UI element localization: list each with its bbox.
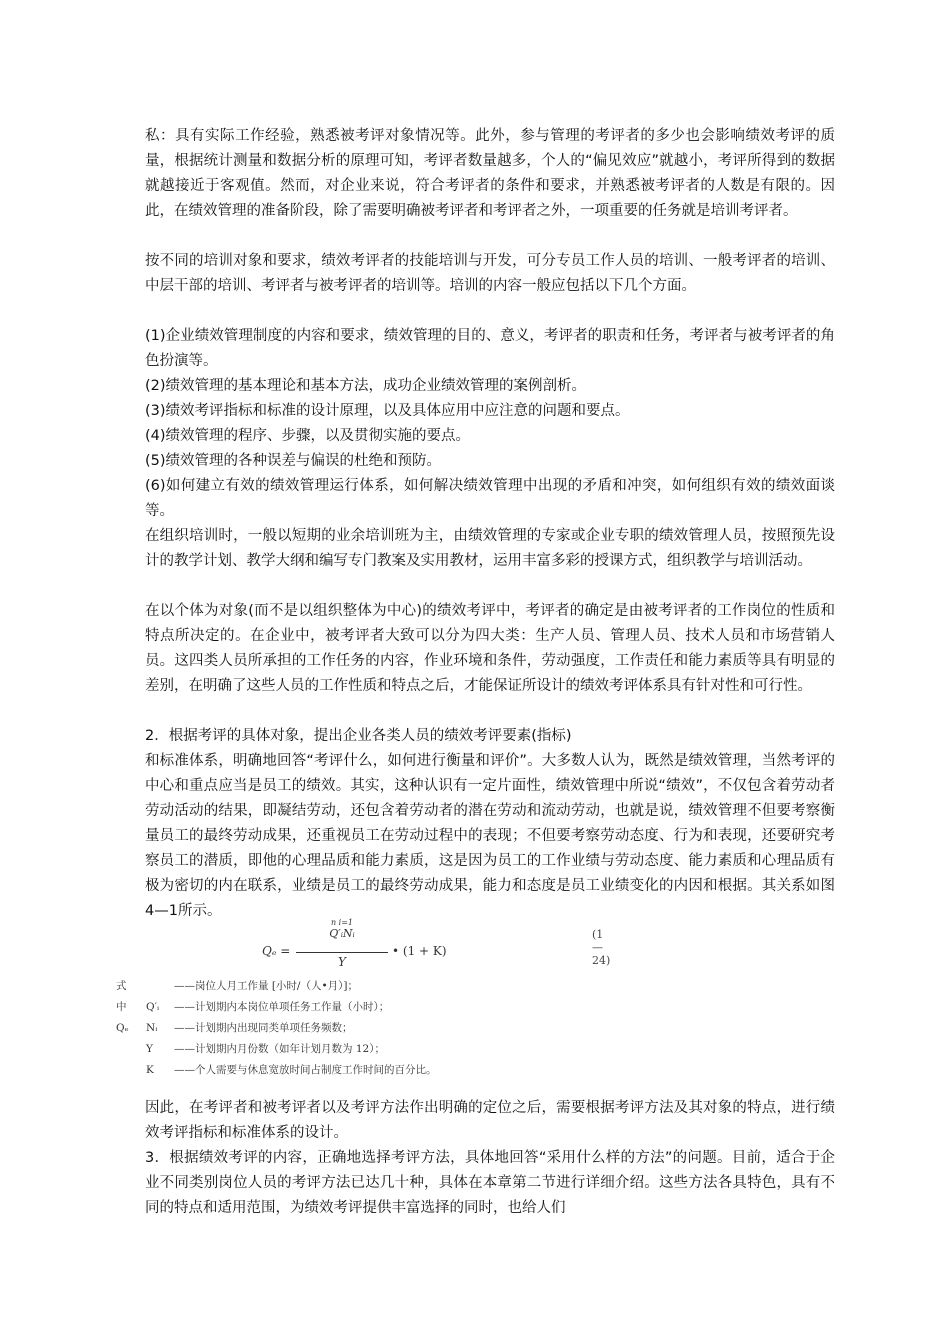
formula-numerator: Q′ᵢNᵢ: [329, 927, 355, 940]
formula-fraction: [296, 918, 388, 969]
formula-denominator: Y: [338, 955, 346, 969]
paragraph-organize-training: 在组织培训时，一般以短期的业余培训班为主，由绩效管理的专家或企业专职的绩效管理人员，按照预先设计的教学计划、教学大纲和编写专门教案及实用教材，运用丰富多彩的授课方式，组织教学与培训活动。: [145, 528, 835, 569]
definition-text: ——计划期内出现同类单项任务频数；: [174, 1022, 353, 1034]
paragraph-performance-content: 和标准体系，明确地回答“考评什么，如何进行衡量和评价”。大多数人认为，既然是绩效管理，当然考评的中心和重点应当是员工的绩效。其实，这种认识有一定片面性，绩效管理中所说“绩效”，不仅包含着劳动者劳动活动的结果，即凝结劳动，还包含着劳动者的潜在劳动和流动劳动，也就是说，绩效管理不但要考察衡量员工的最终劳动成果，还重视员工在劳动过程中的表现；不但要考察劳动态度、行为和表现，还要研究考察员工的潜质，即他的心理品质和能力素质，这是因为员工的工作业绩与劳动态度、能力素质和心理品质有极为密切的内在联系，业绩是员工的最终劳动成果，能力和态度是员工业绩变化的内因和根据。其关系如图4—1所示。: [145, 753, 835, 919]
paragraph-individual-evaluation: 在以个体为对象(而不是以组织整体为中心)的绩效考评中，考评者的确定是由被考评者的工作岗位的性质和特点所决定的。在企业中，被考评者大致可以分为四大类：生产人员、管理人员、技术人员和市场营销人员。这四类人员所承担的工作任务的内容，作业环境和条件，劳动强度，工作责任和能力素质等具有明显的差别，在明确了这些人员的工作性质和特点之后，才能保证所设计的绩效考评体系具有针对性和可行性。: [145, 603, 835, 694]
definition-symbol: Nᵢ: [146, 1022, 158, 1034]
paragraph-design-system: 因此，在考评者和被考评者以及考评方法作出明确的定位之后，需要根据考评方法及其对象的特点，进行绩效考评指标和标准体系的设计。: [145, 1100, 835, 1141]
paragraph-evaluator-experience: 私：具有实际工作经验，熟悉被考评对象情况等。此外，参与管理的考评者的多少也会影响绩效考评的质量，根据统计测量和数据分析的原理可知，考评者数量越多，个人的“偏见效应”就越小，考评所得到的数据就越接近于客观值。然而，对企业来说，符合考评者的条件和要求，并熟悉被考评者的人数是有限的。因此，在绩效管理的准备阶段，除了需要明确被考评者和考评者之外，一项重要的任务就是培训考评者。: [145, 128, 835, 219]
list-item-5: (5)绩效管理的各种误差与偏误的杜绝和预防。: [145, 453, 442, 469]
formula-sum-limits: n i=1: [330, 918, 354, 927]
definition-symbol: Q′ᵢ: [146, 1001, 160, 1013]
definition-symbol: 式中 Qₑ: [116, 980, 129, 1034]
definition-symbol: K: [146, 1064, 154, 1076]
list-item-3: (3)绩效考评指标和标准的设计原理，以及具体应用中应注意的问题和要点。: [145, 403, 630, 419]
list-item-1: (1)企业绩效管理制度的内容和要求，绩效管理的目的、意义，考评者的职责和任务，考评者与被考评者的角色扮演等。: [145, 328, 835, 369]
definition-text: ——计划期内月份数（如年计划月数为 12）；: [174, 1043, 385, 1055]
definition-text: ——计划期内本岗位单项任务工作量（小时）；: [174, 1001, 390, 1013]
definition-symbol: Y: [146, 1043, 153, 1055]
list-item-6: (6)如何建立有效的绩效管理运行体系，如何解决绩效管理中出现的矛盾和冲突，如何组织有效的绩效面谈等。: [145, 478, 835, 519]
definition-text: ——岗位人月工作量 [小时/（人•月）]；: [174, 980, 359, 992]
section-heading-2: 2．根据考评的具体对象，提出企业各类人员的绩效考评要素(指标): [145, 728, 572, 744]
fraction-bar: [296, 952, 388, 953]
formula-rhs: • (1 + K): [392, 944, 447, 958]
paragraph-training-types: 按不同的培训对象和要求，绩效考评者的技能培训与开发，可分专员工作人员的培训、一般考评者的培训、中层干部的培训、考评者与被考评者的培训等。培训的内容一般应包括以下几个方面。: [145, 253, 835, 294]
list-item-2: (2)绩效管理的基本理论和基本方法，成功企业绩效管理的案例剖析。: [145, 378, 587, 394]
formula-lhs: Qₑ =: [262, 944, 291, 958]
formula-equation: [262, 918, 611, 980]
formula-number: (1—24): [592, 928, 611, 967]
section-paragraph-3: 3．根据绩效考评的内容，正确地选择考评方法，具体地回答“采用什么样的方法”的问题。目前，适合于企业不同类别岗位人员的考评方法已达几十种，具体在本章第二节进行详细介绍。这些方法各具特色，具有不同的特点和适用范围，为绩效考评提供丰富选择的同时，也给人们: [145, 1150, 835, 1216]
formula-figure: [112, 918, 672, 1083]
list-item-4: (4)绩效管理的程序、步骤，以及贯彻实施的要点。: [145, 428, 471, 444]
definition-text: ——个人需要与休息宽放时间占制度工作时间的百分比。: [174, 1064, 437, 1076]
